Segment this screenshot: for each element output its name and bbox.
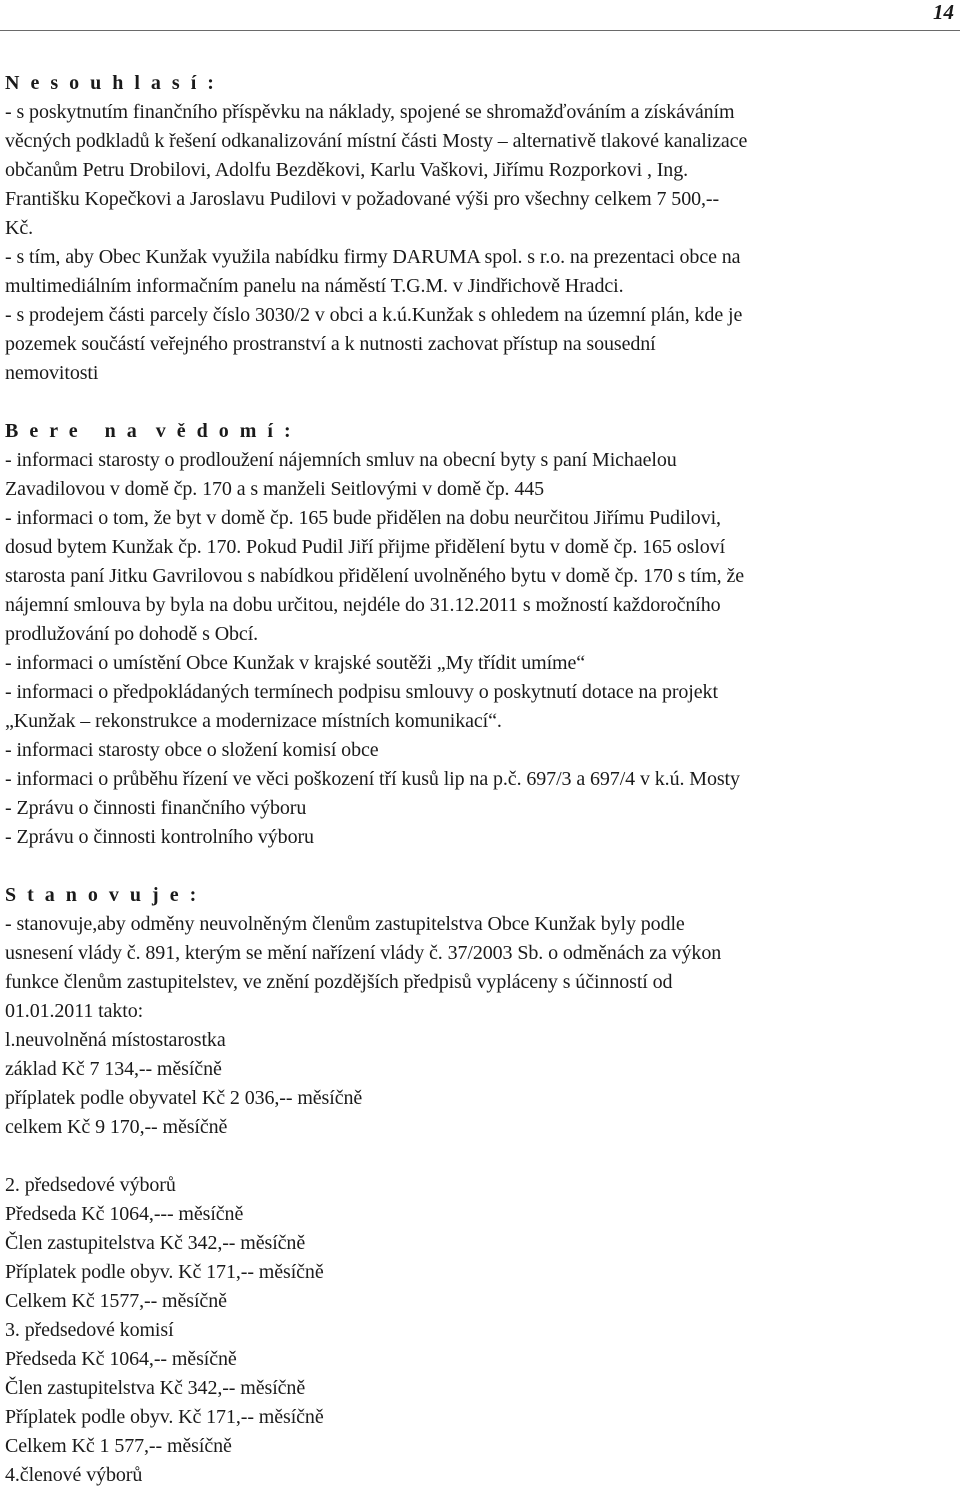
text-line: Celkem Kč 1 577,-- měsíčně xyxy=(5,1435,232,1457)
text-line: Kč. xyxy=(5,217,34,239)
text-line: - s poskytnutím finančního příspěvku na náklady, spojené se shromažďováním a získáváním xyxy=(5,101,735,123)
text-line: věcných podkladů k řešení odkanalizování místní části Mosty – alternativě tlakové kanalizace xyxy=(5,130,748,152)
text-line: 01.01.2011 takto: xyxy=(5,1000,144,1022)
text-line: - informaci o průběhu řízení ve věci poškození tří kusů lip na p.č. 697/3 a 697/4 v k.ú. Mosty xyxy=(5,768,740,790)
section-heading-stanovuje: S t a n o v u j e : xyxy=(5,884,200,906)
text-line: - informaci o umístění Obce Kunžak v krajské soutěži „My třídit umíme“ xyxy=(5,652,586,674)
text-line: usnesení vlády č. 891, kterým se mění nařízení vlády č. 37/2003 Sb. o odměnách za výkon xyxy=(5,942,722,964)
text-line: - informaci starosty o prodloužení nájemních smluv na obecní byty s paní Michaelou xyxy=(5,449,677,471)
section-stanovuje xyxy=(5,910,955,1490)
text-line: Celkem Kč 1577,-- měsíčně xyxy=(5,1290,227,1312)
text-line: Příplatek podle obyv. Kč 171,-- měsíčně xyxy=(5,1261,324,1283)
section-bere-na-vedomi xyxy=(5,446,955,852)
text-line: - Zprávu o činnosti finančního výboru xyxy=(5,797,307,819)
spacer xyxy=(5,1142,955,1171)
text-line: celkem Kč 9 170,-- měsíčně xyxy=(5,1116,228,1138)
page-number: 14 xyxy=(933,0,954,24)
text-line: - Zprávu o činnosti kontrolního výboru xyxy=(5,826,314,848)
text-line: příplatek podle obyvatel Kč 2 036,-- měsíčně xyxy=(5,1087,363,1109)
text-line: - s tím, aby Obec Kunžak využila nabídku firmy DARUMA spol. s r.o. na prezentaci obce na xyxy=(5,246,741,268)
text-line: Člen zastupitelstva Kč 342,-- měsíčně xyxy=(5,1232,306,1254)
text-line: Předseda Kč 1064,-- měsíčně xyxy=(5,1348,237,1370)
text-line: l.neuvolněná místostarostka xyxy=(5,1029,226,1051)
spacer xyxy=(5,388,955,417)
text-line: nájemní smlouva by byla na dobu určitou, nejdéle do 31.12.2011 s možností každoročního xyxy=(5,594,721,616)
text-line: - s prodejem části parcely číslo 3030/2 v obci a k.ú.Kunžak s ohledem na územní plán, kde je xyxy=(5,304,743,326)
text-line: pozemek součástí veřejného prostranství a k nutnosti zachovat přístup na sousední xyxy=(5,333,656,355)
section-heading-nesouhlasi: N e s o u h l a s í : xyxy=(5,72,217,94)
text-line: - informaci o předpokládaných termínech podpisu smlouvy o poskytnutí dotace na projekt xyxy=(5,681,718,703)
text-line: občanům Petru Drobilovi, Adolfu Bezděkovi, Karlu Vaškovi, Jiřímu Rozporkovi , Ing. xyxy=(5,159,689,181)
text-line: Zavadilovou v domě čp. 170 a s manželi Seitlovými v domě čp. 445 xyxy=(5,478,545,500)
text-line: základ Kč 7 134,-- měsíčně xyxy=(5,1058,222,1080)
text-line: - stanovuje,aby odměny neuvolněným členům zastupitelstva Obce Kunžak byly podle xyxy=(5,913,685,935)
text-line: 3. předsedové komisí xyxy=(5,1319,174,1341)
text-line: prodlužování po dohodě s Obcí. xyxy=(5,623,259,645)
header-rule xyxy=(0,30,960,31)
text-line: Františku Kopečkovi a Jaroslavu Pudilovi v požadované výši pro všechny celkem 7 500,-- xyxy=(5,188,720,210)
text-line: nemovitosti xyxy=(5,362,99,384)
text-line: Předseda Kč 1064,--- měsíčně xyxy=(5,1203,244,1225)
text-line: 4.členové výborů xyxy=(5,1464,143,1486)
text-line: funkce členům zastupitelstev, ve znění pozdějších předpisů vypláceny s účinností od xyxy=(5,971,673,993)
text-line: Člen zastupitelstva Kč 342,-- měsíčně xyxy=(5,1377,306,1399)
text-line: Příplatek podle obyv. Kč 171,-- měsíčně xyxy=(5,1406,324,1428)
document-body xyxy=(5,69,955,1490)
text-line: multimediálním informačním panelu na náměstí T.G.M. v Jindřichově Hradci. xyxy=(5,275,624,297)
text-line: „Kunžak – rekonstrukce a modernizace místních komunikací“. xyxy=(5,710,502,732)
spacer xyxy=(5,852,955,881)
text-line: dosud bytem Kunžak čp. 170. Pokud Pudil Jiří přijme přidělení bytu v domě čp. 165 osloví xyxy=(5,536,726,558)
text-line: - informaci starosty obce o složení komisí obce xyxy=(5,739,379,761)
text-line: - informaci o tom, že byt v domě čp. 165 bude přidělen na dobu neurčitou Jiřímu Pudilovi, xyxy=(5,507,721,529)
section-nesouhlasi xyxy=(5,98,955,388)
text-line: starosta paní Jitku Gavrilovou s nabídkou přidělení uvolněného bytu v domě čp. 170 s tím, že xyxy=(5,565,745,587)
section-heading-bere-na-vedomi: B e r e n a v ě d o m í : xyxy=(5,420,294,442)
text-line: 2. předsedové výborů xyxy=(5,1174,176,1196)
